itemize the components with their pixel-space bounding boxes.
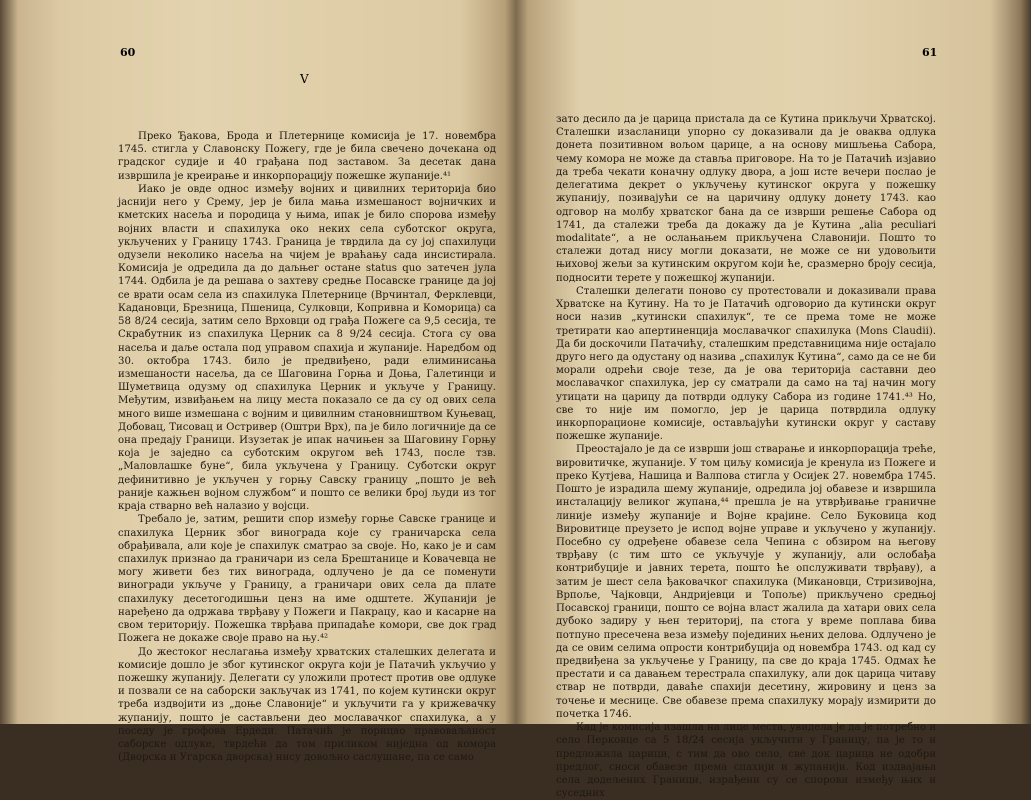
paragraph: Кад је комисија изашла на лице места, увидела је да је потребно и село Перковце са 5 18/24 сесија укључити у Границу, па је то и предложила царици, с тим да ово село, све док царица не одобри предлог, сноси обавезе према спахији и жупанији. Код издвајања села додељених Граници, израђени су се спорови између њих и суседних [556, 722, 936, 800]
chapter-heading: V [300, 72, 310, 86]
paragraph: Требало је, затим, решити спор између горње Савске границе и спахилука Церник због винограда које су граничарска села обрађивала, али које је спахилук сматрао за своје. Но, како је и сам спахилук признао да граничари из села Брештанице и Ковачевца не могу живети без тих винограда, одлучено је да се поменути виногради укључе у Границу, а граничари ових села да плате спахилуку десетогодишњи ценз на име одштете. Жупанији је наређено да одржава тврђаву у Пожеги и Пакрацу, као и касарне на свом територију. Пожешка тврђава припадаће комори, све док град Пожега не докаже своје право на њу.⁴² [118, 514, 496, 645]
paragraph: Преостајало је да се изврши још стварање и инкорпорација треће, вировитичке, жупаније. У том циљу комисија је кренула из Пожеге и преко Кутјева, Нашица и Валпова стигла у Осијек 27. новембра 1745. Пошто је израдила шему жупаније, одредила јој обавезе и извршила инсталацију великог жупана,⁴⁴ прешла је на утврђивање граничне линије између жупаније и Војне крајине. Село Буковица код Вировитице преузето је испод војне управе и укључено у жупанију. Посебно су одређене обавезе села Чепина с обзиром на његову тврђаву (с тим што се укључује у жупанију, али ослобађа контрибуције и јавних терета, пошто ће опслуживати тврђаву), а затим је шест села ђаковачког спахилука (Микановци, Стризивојна, Врпоље, Чајковци, Андријевци и Топоље) прикључено средњој Посавској граници, пошто се војна власт жалила да хатари ових села дубоко задиру у њен териториј, па стога у време поплава бива потпуно пресечена веза између појединих њених делова. Одлучено је да се овим селима опрости контрибуција од новембра 1743. од кад су предвиђена за укључење у Границу, па све до краја 1745. Одмах ће престати и са давањем терестрала спахилуку, али док царица читаву ствар не потврди, даваће спахији десетину, жировину и ценз за точење и меснице. Све обавезе према спахилуку морају измирити до почетка 1746. [556, 444, 936, 720]
right-page-number: 61 [922, 46, 938, 59]
left-page-text [118, 130, 496, 765]
paragraph: зато десило да је царица пристала да се Кутина прикључи Хрватској. Сталешки изасланици упорно су доказивали да је оваква одлука донета позитивном вољом царице, а на основу мишљења Сабора, чему комора не може да ставља приговоре. На то је Патачић изјавио да треба чекати коначну одлуку двора, а још исте вечери послао је делегатима декрет о укључењу кутинског округа у пожешку жупанију, позивајући се на царичину одлуку донету 1743. као одговор на молбу хрватског бана да се изврши решење Сабора од 1741, да сталежи треба да докажу да је Кутина „alia peculiari modalitate“, а не ослањањем прикључена Славонији. Пошто то сталежи дотад нису могли доказати, не може се ни удовољити њиховој жељи за кутинским округом који ће, сразмерно броју сесија, подносити терете у пожешкој жупанији. [556, 114, 936, 284]
paragraph: До жестоког неслагања између хрватских сталешких делегата и комисије дошло је због кутинског округа који је Патачић укључио у пожешку жупанију. Делегати су уложили протест против ове одлуке и позвали се на саборски закључак из 1741, по којем кутински округ треба издвојити из „доње Славоније“ и укључити га у крижевачку жупанију, пошто је састављени део мославачког спахилука, а у поседу је грофова Ердеди. Патачић је порицао правоваљаност саборске одлуке, тврдећи да том приликом ниједна од комора (Дворска и Угарска дворска) нису довољно саслушане, па се само [118, 646, 496, 764]
right-page-text [556, 113, 936, 800]
paragraph: Преко Ђакова, Брода и Плетернице комисија је 17. новембра 1745. стигла у Славонску Пожегу, где је била свечено дочекана од градског судије и 40 грађана под заставом. За десетак дана извршила је креирање и инкорпорацију пожешке жупаније.⁴¹ [118, 131, 496, 182]
paragraph: Иако је овде однос између војних и цивилних територија био јаснији него у Срему, јер је била мања измешаност војничких и кметских насеља и породица у њима, ипак је било спорова између војних власти и спахилука око неких села суботског округа, укључених у Границу 1743. Граница је тврдила да су јој спахилуци одузели неколико насеља на чијем је враћању сада инсистирала. Комисија је одредила да до даљњег остане status quo затечен јула 1744. Одбила је да решава о захтеву средње Посавске границе да јој се врати осам села из спахилука Плетернице (Врчинтал, Ферклевци, Кадановци, Брезница, Пшеница, Сулковци, Копривна и Коморица) са 58 8/24 сесија, затим село Врховци од грађа Пожеге са 9,5 сесија, те Скрабутник из спахилука Церник са 8 9/24 сесија. Стога су ова насеља и даље остала под управом спахија и жупаније. Наредбом од 30. октобра 1743. било је предвиђено, ради елиминисања измешаности насеља, да се Шаговина Горња и Доња, Галетинци и Шуметвица одузму од спахилука Церник и укључе у Границу. Међутим, извиђањем на лицу места показало се да су од ових села много више измешана с војним и цивилним становништвом Куњевац, Добовац, Тисовац и Остривер (Оштри Врх), па је било логичније да се она предају Граници. Изузетак је ипак начињен за Шаговину Горњу која је заједно са суботским округом већ 1743, после тзв. „Маловлашке буне“, била укључена у Границу. Суботски округ дефинитивно је укључен у горњу Савску границу „пошто је већ раније кажњен војном службом“ и пошто се велики број људи из тог краја стварно већ налазио у војсци. [118, 183, 496, 513]
paragraph: Сталешки делегати поново су протестовали и доказивали права Хрватске на Кутину. На то је Патачић одговорио да кутински округ носи назив „кутински спахилук“, те се према томе не може третирати као апертиненција мославачког спахилука (Mons Claudii). Да би доскочили Патачићу, сталешким представницима није остајало друго него да одустану од назива „спахилук Кутина“, само да се не би морали одрећи своје тезе, да је ова територија саставни део мославачког спахилука, јер су сматрали да само на тај начин могу утицати на царицу да потврди одлуку Сабора из године 1741.⁴³ Но, све то није им помогло, јер је царица потврдила одлуку инкорпорационе комисије, остављајући кутински округ у саставу пожешке жупаније. [556, 285, 936, 443]
left-page-number: 60 [120, 46, 136, 59]
